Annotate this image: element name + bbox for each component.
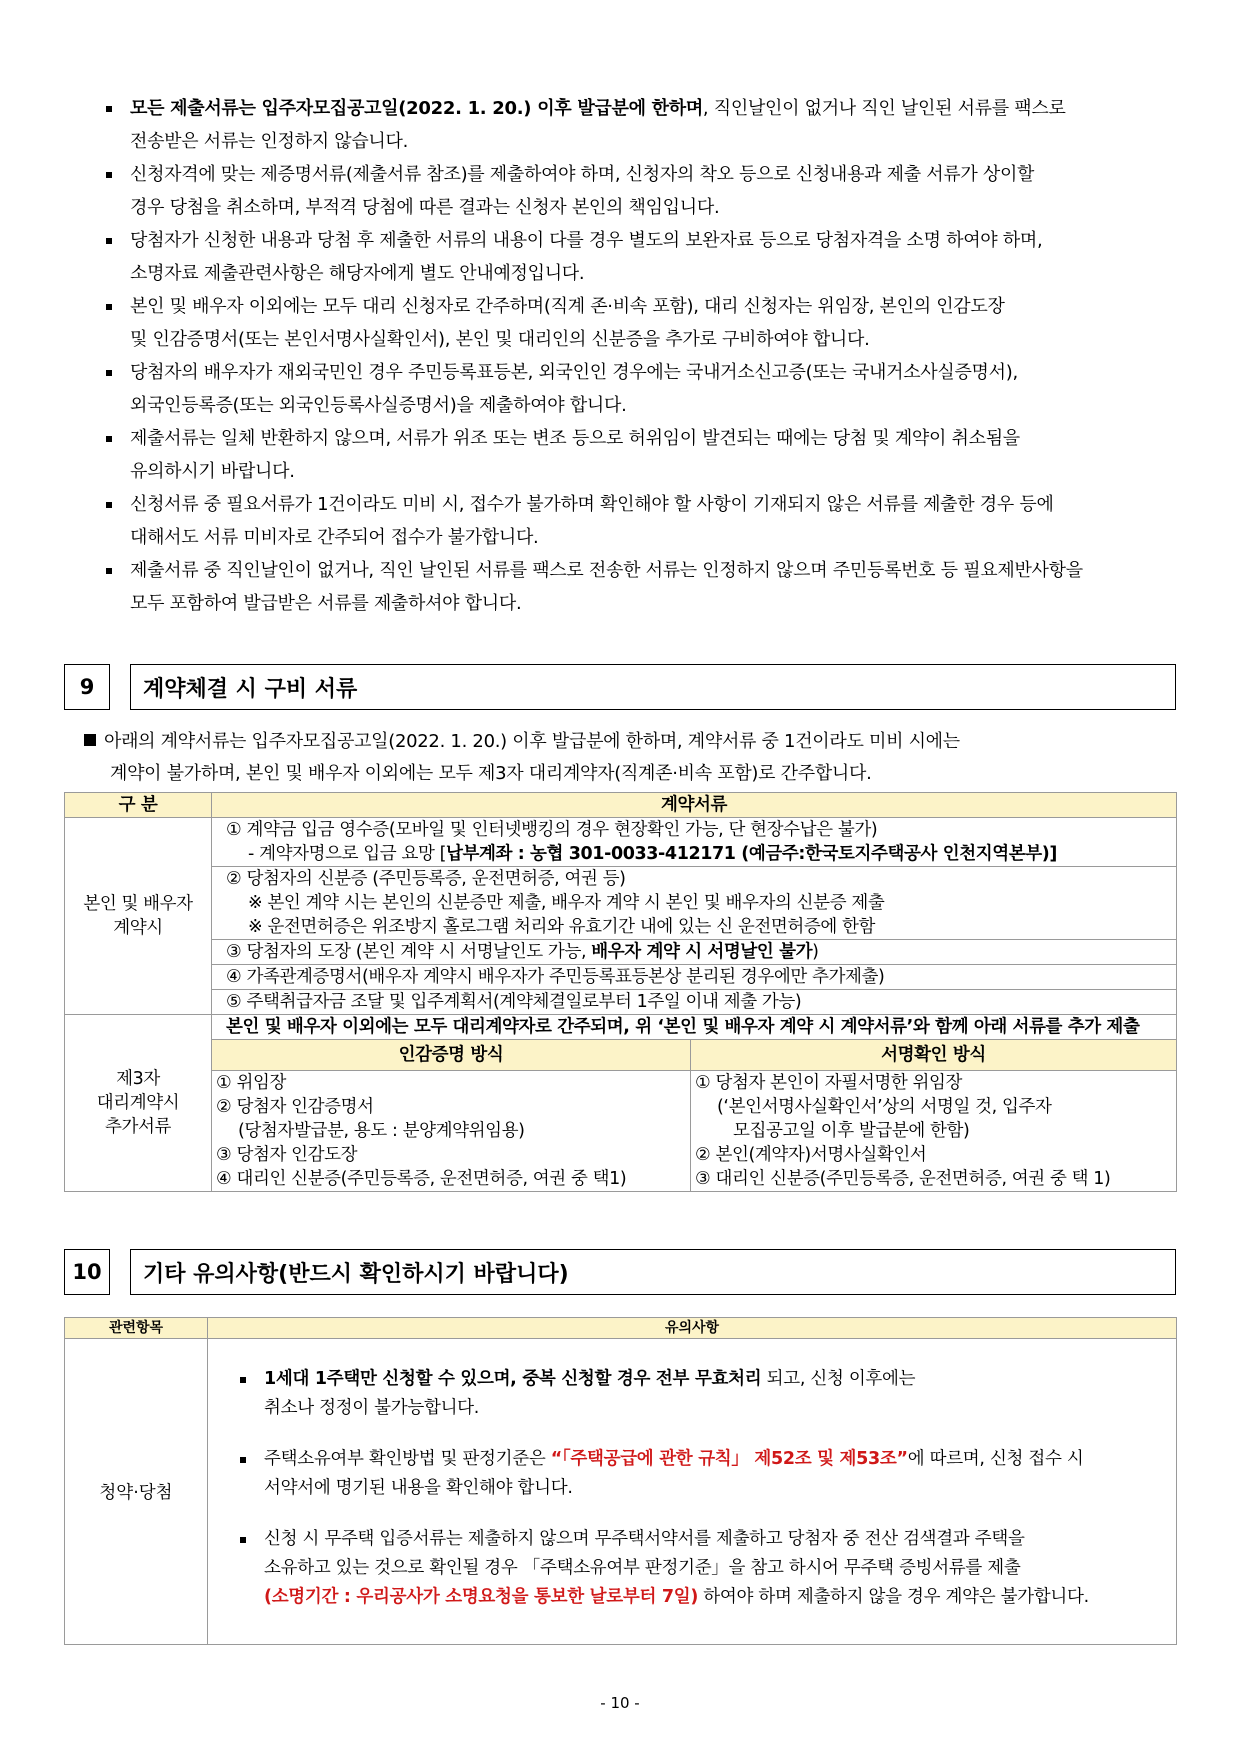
category-label: 계약시 xyxy=(113,918,163,938)
list-item-line xyxy=(130,455,1179,488)
section-title: 계약체결 시 구비 서류 xyxy=(130,664,1176,710)
list-item xyxy=(104,422,1179,488)
table-header-documents: 계약서류 xyxy=(212,793,1177,818)
text: ※ 운전면허증은 위조방지 홀로그램 처리와 유효기간 내에 있는 신 운전면허증에 한함 xyxy=(248,917,876,937)
document-line xyxy=(226,818,1172,842)
text: 서약서에 명기된 내용을 확인해야 합니다. xyxy=(264,1478,573,1498)
proxy-notice: 본인 및 배우자 이외에는 모두 대리계약자로 간주되며, 위 ‘본인 및 배우자 계약 시 계약서류’와 함께 아래 서류를 추가 제출 xyxy=(212,1015,1177,1040)
document-item xyxy=(212,965,1177,990)
text: , 직인날인이 없거나 직인 날인된 서류를 팩스로 xyxy=(702,98,1066,119)
square-bullet-icon xyxy=(106,106,112,112)
text: ⑤ 주택취급자금 조달 및 입주계획서(계약체결일로부터 1주일 이내 제출 가능) xyxy=(226,992,802,1012)
category-cell: 청약·당첨 xyxy=(65,1339,208,1645)
list-item-line xyxy=(130,554,1179,587)
list-item-line xyxy=(130,158,1179,191)
document-item xyxy=(212,990,1177,1015)
square-bullet-icon xyxy=(106,370,112,376)
square-bullet-icon xyxy=(84,734,96,746)
text: 소명자료 제출관련사항은 해당자에게 별도 안내예정입니다. xyxy=(130,263,585,284)
note-line xyxy=(264,1445,1166,1474)
list-item xyxy=(104,224,1179,290)
document-line xyxy=(226,915,1172,939)
square-bullet-icon xyxy=(106,436,112,442)
text: 본인 및 배우자 이외에는 모두 대리 신청자로 간주하며(직계 존·비속 포함), 대리 신청자는 위임장, 본인의 인감도장 xyxy=(130,296,1005,317)
document-line: 모집공고일 이후 발급분에 한함) xyxy=(733,1121,970,1141)
list-item-line xyxy=(130,389,1179,422)
text: 신청 시 무주택 입증서류는 제출하지 않으며 무주택서약서를 제출하고 당첨자 중 전산 검색결과 주택을 xyxy=(264,1529,1025,1549)
text: ※ 본인 계약 시는 본인의 신분증만 제출, 배우자 계약 시 본인 및 배우자의 신분증 제출 xyxy=(248,893,885,913)
table-header-notes: 유의사항 xyxy=(208,1318,1177,1339)
method-header-seal: 인감증명 방식 xyxy=(212,1040,691,1071)
document-line: (‘본인서명사실확인서’상의 서명일 것, 입주자 xyxy=(717,1097,1052,1117)
section-number: 10 xyxy=(64,1249,110,1295)
document-line: ③ 대리인 신분증(주민등록증, 운전면허증, 여권 중 택 1) xyxy=(695,1169,1111,1189)
section-10-header xyxy=(64,1249,1176,1295)
submission-notice-list xyxy=(104,92,1179,620)
text: 전송받은 서류는 인정하지 않습니다. xyxy=(130,131,409,152)
document-line: ② 당첨자 인감증명서 xyxy=(216,1097,374,1117)
text: ② 당첨자의 신분증 (주민등록증, 운전면허증, 여권 등) xyxy=(226,869,626,889)
text: 신청서류 중 필요서류가 1건이라도 미비 시, 접수가 불가하며 확인해야 할 사항이 기재되지 않은 서류를 제출한 경우 등에 xyxy=(130,494,1054,515)
document-line: ③ 당첨자 인감도장 xyxy=(216,1145,358,1165)
text: 신청자격에 맞는 제증명서류(제출서류 참조)를 제출하여야 하며, 신청자의 착오 등으로 신청내용과 제출 서류가 상이할 xyxy=(130,164,1035,185)
note-line xyxy=(264,1394,1166,1423)
text: 제출서류는 일체 반환하지 않으며, 서류가 위조 또는 변조 등으로 허위임이 발견되는 때에는 당첨 및 계약이 취소됨을 xyxy=(130,428,1020,449)
list-item-line xyxy=(130,92,1179,125)
list-item-line xyxy=(130,488,1179,521)
text: 되고, 신청 이후에는 xyxy=(761,1369,916,1389)
document-line xyxy=(226,940,1172,964)
method-seal-docs xyxy=(212,1071,691,1192)
text: 당첨자가 신청한 내용과 당첨 후 제출한 서류의 내용이 다를 경우 별도의 보완자료 등으로 당첨자격을 소명 하여야 하며, xyxy=(130,230,1043,251)
intro-line: 아래의 계약서류는 입주자모집공고일(2022. 1. 20.) 이후 발급분에 한하며, 계약서류 중 1건이라도 미비 시에는 xyxy=(104,731,960,752)
document-line xyxy=(226,842,1172,866)
text: ③ 당첨자의 도장 (본인 계약 시 서명날인도 가능, xyxy=(226,942,592,962)
list-item xyxy=(104,158,1179,224)
list-item-line xyxy=(130,125,1179,158)
document-line xyxy=(226,867,1172,891)
page-number: - 10 - xyxy=(600,1694,640,1712)
text: 에 따르며, 신청 접수 시 xyxy=(907,1449,1084,1469)
note-line xyxy=(264,1583,1166,1612)
highlight-text: (소명기간 : 우리공사가 소명요청을 통보한 날로부터 7일) xyxy=(264,1587,699,1607)
notes-cell xyxy=(208,1339,1177,1645)
category-label: 대리계약시 xyxy=(96,1093,180,1113)
list-item-line xyxy=(130,356,1179,389)
text: 주택소유여부 확인방법 및 판정기준은 xyxy=(264,1449,551,1469)
document-line xyxy=(226,990,1172,1014)
text: 당첨자의 배우자가 재외국민인 경우 주민등록표등본, 외국인인 경우에는 국내거소신고증(또는 국내거소사실증명서), xyxy=(130,362,1018,383)
note-line xyxy=(264,1365,1166,1394)
document-line xyxy=(226,891,1172,915)
list-item xyxy=(104,554,1179,620)
table-header-category: 관련항목 xyxy=(65,1318,208,1339)
bold-text: 1세대 1주택만 신청할 수 있으며, 중복 신청할 경우 전부 무효처리 xyxy=(264,1369,762,1389)
document-line: ④ 대리인 신분증(주민등록증, 운전면허증, 여권 중 택1) xyxy=(216,1169,627,1189)
section-number: 9 xyxy=(64,664,110,710)
text: ① 계약금 입금 영수증(모바일 및 인터넷뱅킹의 경우 현장확인 가능, 단 현장수납은 불가) xyxy=(226,820,878,840)
list-item xyxy=(104,356,1179,422)
list-item-line xyxy=(130,323,1179,356)
text: 유의하시기 바랍니다. xyxy=(130,461,295,482)
list-item-line xyxy=(130,290,1179,323)
square-bullet-icon xyxy=(106,238,112,244)
list-item-line xyxy=(130,521,1179,554)
square-bullet-icon xyxy=(106,502,112,508)
document-item xyxy=(212,818,1177,867)
square-bullet-icon xyxy=(240,1537,246,1543)
other-notes-table xyxy=(64,1317,1177,1645)
document-line xyxy=(226,965,1172,989)
section-title: 기타 유의사항(반드시 확인하시기 바랍니다) xyxy=(130,1249,1176,1295)
section-9-header xyxy=(64,664,1176,710)
text: 및 인감증명서(또는 본인서명사실확인서), 본인 및 대리인의 신분증을 추가로 구비하여야 합니다. xyxy=(130,329,870,350)
category-label: 본인 및 배우자 xyxy=(83,894,193,914)
text: 소유하고 있는 것으로 확인될 경우 「주택소유여부 판정기준」을 참고 하시어 무주택 증빙서류를 제출 xyxy=(264,1558,1021,1578)
list-item xyxy=(104,92,1179,158)
list-item-line xyxy=(130,422,1179,455)
square-bullet-icon xyxy=(240,1457,246,1463)
contract-documents-table xyxy=(64,792,1177,1192)
bold-text: 납부계좌 : 농협 301-0033-412171 (예금주:한국토지주택공사 인천지역본부)] xyxy=(446,844,1057,864)
text: 취소나 정정이 불가능합니다. xyxy=(264,1398,480,1418)
section-9-intro xyxy=(84,726,1084,790)
square-bullet-icon xyxy=(106,304,112,310)
document-line: ① 위임장 xyxy=(216,1073,286,1093)
document-line: (당첨자발급분, 용도 : 분양계약위임용) xyxy=(238,1121,525,1141)
text: 대해서도 서류 미비자로 간주되어 접수가 불가합니다. xyxy=(130,527,539,548)
list-item-line xyxy=(130,224,1179,257)
note-line xyxy=(264,1525,1166,1554)
table-header-category: 구 분 xyxy=(65,793,212,818)
note-item xyxy=(240,1365,1166,1423)
category-label: 제3자 xyxy=(116,1069,160,1089)
highlight-text: “「주택공급에 관한 규칙」 제52조 및 제53조” xyxy=(550,1449,908,1469)
document-line: ② 본인(계약자)서명사실확인서 xyxy=(695,1145,927,1165)
note-line xyxy=(264,1474,1166,1503)
list-item xyxy=(104,488,1179,554)
category-cell xyxy=(65,818,212,1015)
text: 모두 포함하여 발급받은 서류를 제출하셔야 합니다. xyxy=(130,593,522,614)
method-signature-docs xyxy=(691,1071,1177,1192)
category-label: 추가서류 xyxy=(104,1117,172,1137)
square-bullet-icon xyxy=(106,568,112,574)
note-item xyxy=(240,1445,1166,1503)
note-line xyxy=(264,1554,1166,1583)
note-item xyxy=(240,1525,1166,1612)
text: 제출서류 중 직인날인이 없거나, 직인 날인된 서류를 팩스로 전송한 서류는 인정하지 않으며 주민등록번호 등 필요제반사항을 xyxy=(130,560,1083,581)
text: 외국인등록증(또는 외국인등록사실증명서)을 제출하여야 합니다. xyxy=(130,395,627,416)
category-cell xyxy=(65,1015,212,1192)
text: ) xyxy=(812,942,819,962)
bold-text: 모든 제출서류는 입주자모집공고일(2022. 1. 20.) 이후 발급분에 한하며 xyxy=(130,98,703,119)
text: 하여야 하며 제출하지 않을 경우 계약은 불가합니다. xyxy=(698,1587,1089,1607)
text: - 계약자명으로 입금 요망 [ xyxy=(248,844,447,864)
square-bullet-icon xyxy=(240,1377,246,1383)
list-item xyxy=(104,290,1179,356)
method-header-signature: 서명확인 방식 xyxy=(691,1040,1177,1071)
document-item xyxy=(212,940,1177,965)
list-item-line xyxy=(130,191,1179,224)
square-bullet-icon xyxy=(106,172,112,178)
list-item-line xyxy=(130,257,1179,290)
intro-line: 계약이 불가하며, 본인 및 배우자 이외에는 모두 제3자 대리계약자(직계존·비속 포함)로 간주합니다. xyxy=(110,763,872,784)
bold-text: 배우자 계약 시 서명날인 불가 xyxy=(591,942,813,962)
document-item xyxy=(212,867,1177,940)
text: 경우 당첨을 취소하며, 부적격 당첨에 따른 결과는 신청자 본인의 책임입니다. xyxy=(130,197,720,218)
text: ④ 가족관계증명서(배우자 계약시 배우자가 주민등록표등본상 분리된 경우에만 추가제출) xyxy=(226,967,885,987)
list-item-line xyxy=(130,587,1179,620)
document-line: ① 당첨자 본인이 자필서명한 위임장 xyxy=(695,1073,963,1093)
